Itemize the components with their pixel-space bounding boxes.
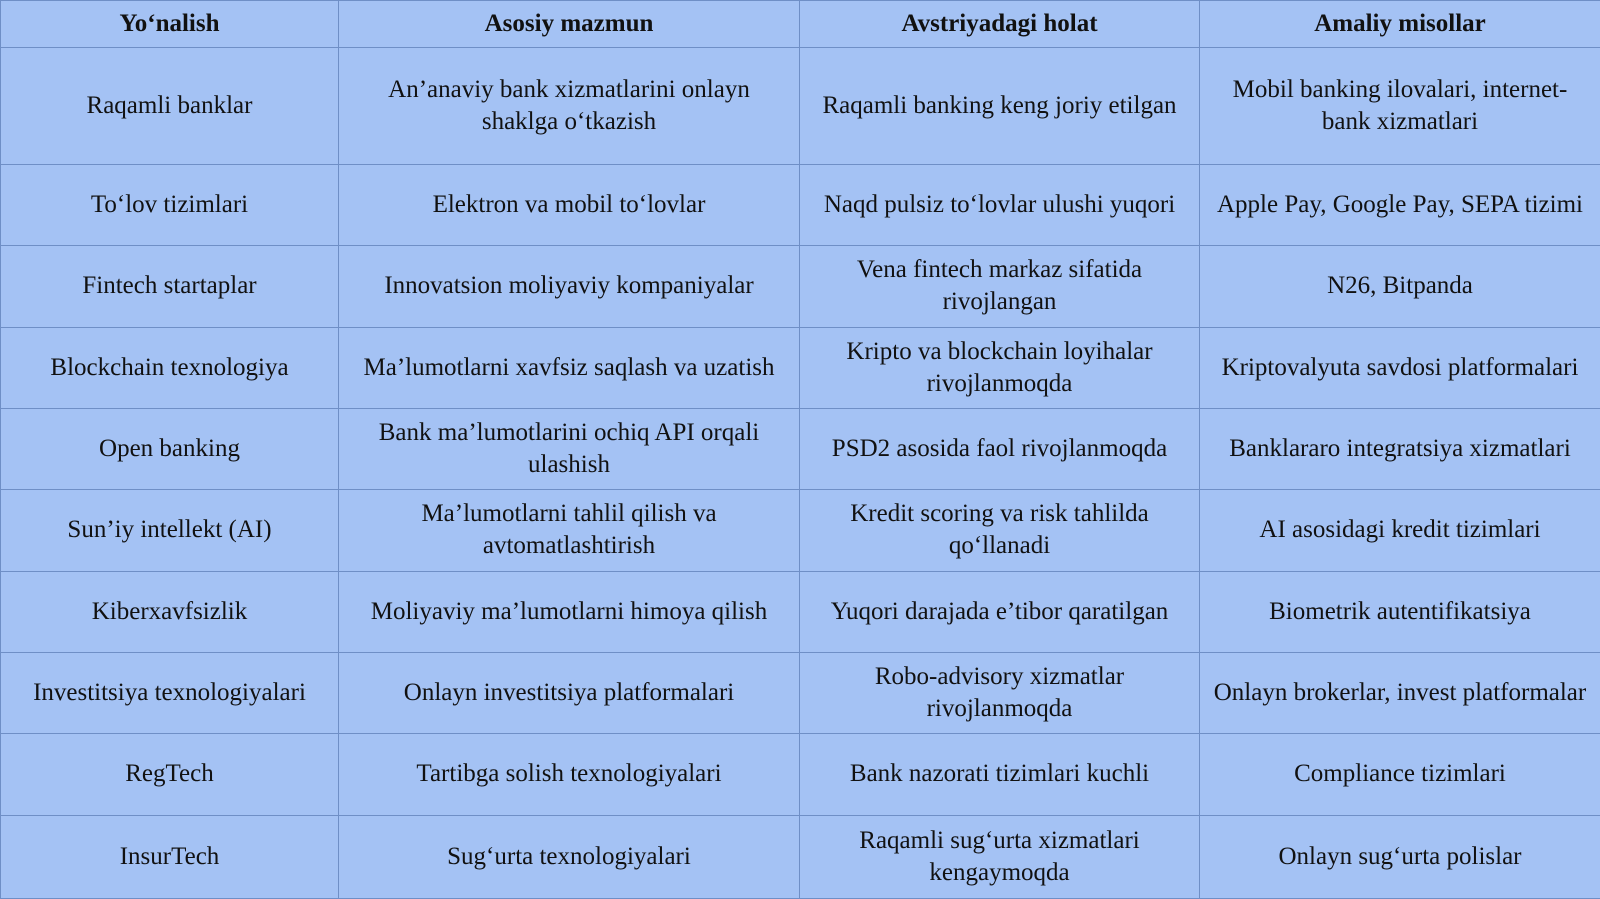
cell-practical-examples: AI asosidagi kredit tizimlari (1200, 490, 1600, 571)
table-row (1, 408, 1600, 489)
cell-direction: RegTech (1, 734, 339, 815)
table-row (1, 652, 1600, 733)
table-row (1, 246, 1600, 327)
cell-main-content: Onlayn investitsiya platformalari (339, 652, 800, 733)
cell-main-content: Tartibga solish texnologiyalari (339, 734, 800, 815)
cell-austria-status: Vena fintech markaz sifatida rivojlangan (800, 246, 1200, 327)
cell-direction: Investitsiya texnologiyalari (1, 652, 339, 733)
header-austria-status: Avstriyadagi holat (800, 1, 1200, 48)
cell-austria-status: PSD2 asosida faol rivojlanmoqda (800, 408, 1200, 489)
table-row (1, 571, 1600, 652)
cell-practical-examples: Biometrik autentifikatsiya (1200, 571, 1600, 652)
cell-main-content: Elektron va mobil to‘lovlar (339, 164, 800, 245)
cell-main-content: Ma’lumotlarni tahlil qilish va avtomatlashtirish (339, 490, 800, 571)
cell-practical-examples: N26, Bitpanda (1200, 246, 1600, 327)
table-row (1, 815, 1600, 898)
cell-main-content: Moliyaviy ma’lumotlarni himoya qilish (339, 571, 800, 652)
cell-direction: InsurTech (1, 815, 339, 898)
cell-practical-examples: Onlayn sug‘urta polislar (1200, 815, 1600, 898)
cell-main-content: Ma’lumotlarni xavfsiz saqlash va uzatish (339, 327, 800, 408)
cell-austria-status: Kredit scoring va risk tahlilda qo‘llanadi (800, 490, 1200, 571)
cell-austria-status: Kripto va blockchain loyihalar rivojlanmoqda (800, 327, 1200, 408)
cell-direction: To‘lov tizimlari (1, 164, 339, 245)
table-row (1, 734, 1600, 815)
header-direction: Yo‘nalish (1, 1, 339, 48)
header-practical-examples: Amaliy misollar (1200, 1, 1600, 48)
cell-main-content: Innovatsion moliyaviy kompaniyalar (339, 246, 800, 327)
table-row (1, 164, 1600, 245)
table-row (1, 327, 1600, 408)
cell-direction: Sun’iy intellekt (AI) (1, 490, 339, 571)
cell-austria-status: Raqamli sug‘urta xizmatlari kengaymoqda (800, 815, 1200, 898)
cell-practical-examples: Onlayn brokerlar, invest platformalar (1200, 652, 1600, 733)
table-row (1, 48, 1600, 165)
table-row (1, 490, 1600, 571)
header-row (1, 1, 1600, 48)
cell-main-content: An’anaviy bank xizmatlarini onlayn shaklga o‘tkazish (339, 48, 800, 165)
cell-practical-examples: Banklararo integratsiya xizmatlari (1200, 408, 1600, 489)
cell-practical-examples: Apple Pay, Google Pay, SEPA tizimi (1200, 164, 1600, 245)
cell-direction: Open banking (1, 408, 339, 489)
header-main-content: Asosiy mazmun (339, 1, 800, 48)
cell-austria-status: Robo-advisory xizmatlar rivojlanmoqda (800, 652, 1200, 733)
cell-austria-status: Bank nazorati tizimlari kuchli (800, 734, 1200, 815)
cell-direction: Kiberxavfsizlik (1, 571, 339, 652)
cell-practical-examples: Compliance tizimlari (1200, 734, 1600, 815)
cell-main-content: Sug‘urta texnologiyalari (339, 815, 800, 898)
cell-direction: Raqamli banklar (1, 48, 339, 165)
cell-austria-status: Yuqori darajada e’tibor qaratilgan (800, 571, 1200, 652)
cell-austria-status: Raqamli banking keng joriy etilgan (800, 48, 1200, 165)
cell-main-content: Bank ma’lumotlarini ochiq API orqali ulashish (339, 408, 800, 489)
cell-practical-examples: Kriptovalyuta savdosi platformalari (1200, 327, 1600, 408)
cell-direction: Blockchain texnologiya (1, 327, 339, 408)
cell-practical-examples: Mobil banking ilovalari, internet-bank xizmatlari (1200, 48, 1600, 165)
cell-austria-status: Naqd pulsiz to‘lovlar ulushi yuqori (800, 164, 1200, 245)
cell-direction: Fintech startaplar (1, 246, 339, 327)
